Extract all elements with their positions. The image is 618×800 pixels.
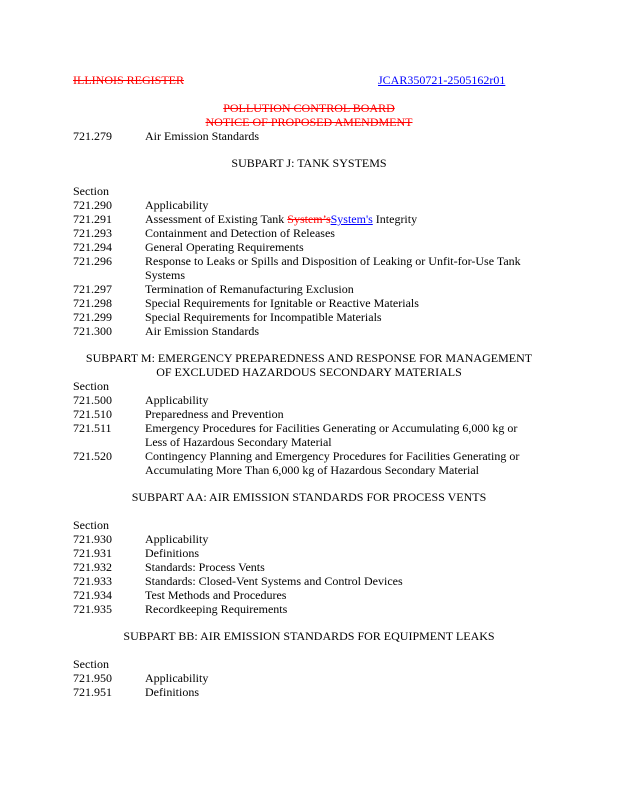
- deleted-text: System’s: [287, 212, 331, 226]
- header-left-deleted: ILLINOIS REGISTER: [73, 73, 184, 87]
- section-title: Emergency Procedures for Facilities Generating or Accumulating 6,000 kg or: [145, 421, 518, 435]
- section-number: 721.299: [73, 310, 112, 324]
- section-number: 721.950: [73, 671, 112, 685]
- section-title: Definitions: [145, 685, 199, 699]
- section-number: 721.300: [73, 324, 112, 338]
- header-right-inserted: JCAR350721-2505162r01: [378, 73, 506, 87]
- section-title: Applicability: [145, 393, 209, 407]
- section-number: 721.511: [73, 421, 112, 435]
- section-label: Section: [73, 657, 109, 671]
- section-title: Definitions: [145, 546, 199, 560]
- subpart-j-heading: SUBPART J: TANK SYSTEMS: [231, 156, 387, 170]
- section-number: 721.931: [73, 546, 112, 560]
- section-title: Air Emission Standards: [145, 129, 259, 143]
- section-number: 721.296: [73, 254, 112, 268]
- section-number: 721.294: [73, 240, 112, 254]
- title-text: Integrity: [372, 212, 418, 226]
- section-number: 721.297: [73, 282, 112, 296]
- section-label: Section: [73, 518, 109, 532]
- section-number: 721.934: [73, 588, 112, 602]
- section-title: Applicability: [145, 532, 209, 546]
- title-text: Assessment of Existing Tank: [145, 212, 288, 226]
- section-title: Special Requirements for Ignitable or Reactive Materials: [145, 296, 419, 310]
- section-title: Test Methods and Procedures: [145, 588, 287, 602]
- section-number: 721.500: [73, 393, 112, 407]
- subpart-m-heading-continued: OF EXCLUDED HAZARDOUS SECONDARY MATERIALS: [156, 365, 462, 379]
- section-title: Containment and Detection of Releases: [145, 226, 335, 240]
- section-number: 721.933: [73, 574, 112, 588]
- inserted-text: System's: [330, 212, 373, 226]
- subpart-m-heading: SUBPART M: EMERGENCY PREPAREDNESS AND RESPONSE FOR MANAGEMENT: [85, 351, 533, 365]
- section-title: Standards: Process Vents: [145, 560, 265, 574]
- section-title: Recordkeeping Requirements: [145, 602, 288, 616]
- section-title: Standards: Closed-Vent Systems and Control Devices: [145, 574, 403, 588]
- section-title: General Operating Requirements: [145, 240, 304, 254]
- section-number: 721.935: [73, 602, 112, 616]
- section-number: 721.279: [73, 129, 112, 143]
- section-number: 721.293: [73, 226, 112, 240]
- section-title-continued: Systems: [145, 268, 186, 282]
- section-number: 721.298: [73, 296, 112, 310]
- section-number: 721.290: [73, 198, 112, 212]
- section-label: Section: [73, 379, 109, 393]
- subpart-aa-heading: SUBPART AA: AIR EMISSION STANDARDS FOR PROCESS VENTS: [131, 490, 487, 504]
- section-title: Applicability: [145, 671, 209, 685]
- section-label: Section: [73, 184, 109, 198]
- section-number: 721.930: [73, 532, 112, 546]
- section-number: 721.520: [73, 449, 112, 463]
- section-title: Applicability: [145, 198, 209, 212]
- notice-agency: POLLUTION CONTROL BOARD: [223, 101, 395, 115]
- section-title: Termination of Remanufacturing Exclusion: [145, 282, 354, 296]
- section-title: Special Requirements for Incompatible Materials: [145, 310, 382, 324]
- section-title: Air Emission Standards: [145, 324, 259, 338]
- section-number: 721.951: [73, 685, 112, 699]
- notice-title: NOTICE OF PROPOSED AMENDMENT: [205, 115, 413, 129]
- section-title: Contingency Planning and Emergency Procedures for Facilities Generating or: [145, 449, 520, 463]
- subpart-bb-heading: SUBPART BB: AIR EMISSION STANDARDS FOR EQUIPMENT LEAKS: [123, 629, 495, 643]
- section-number: 721.510: [73, 407, 112, 421]
- section-title: Preparedness and Prevention: [145, 407, 284, 421]
- section-number: 721.291: [73, 212, 112, 226]
- section-title: Response to Leaks or Spills and Disposition of Leaking or Unfit-for-Use Tank: [145, 254, 521, 268]
- section-title: [145, 212, 417, 226]
- section-title-continued: Less of Hazardous Secondary Material: [145, 435, 332, 449]
- section-title-continued: Accumulating More Than 6,000 kg of Hazardous Secondary Material: [145, 463, 480, 477]
- section-number: 721.932: [73, 560, 112, 574]
